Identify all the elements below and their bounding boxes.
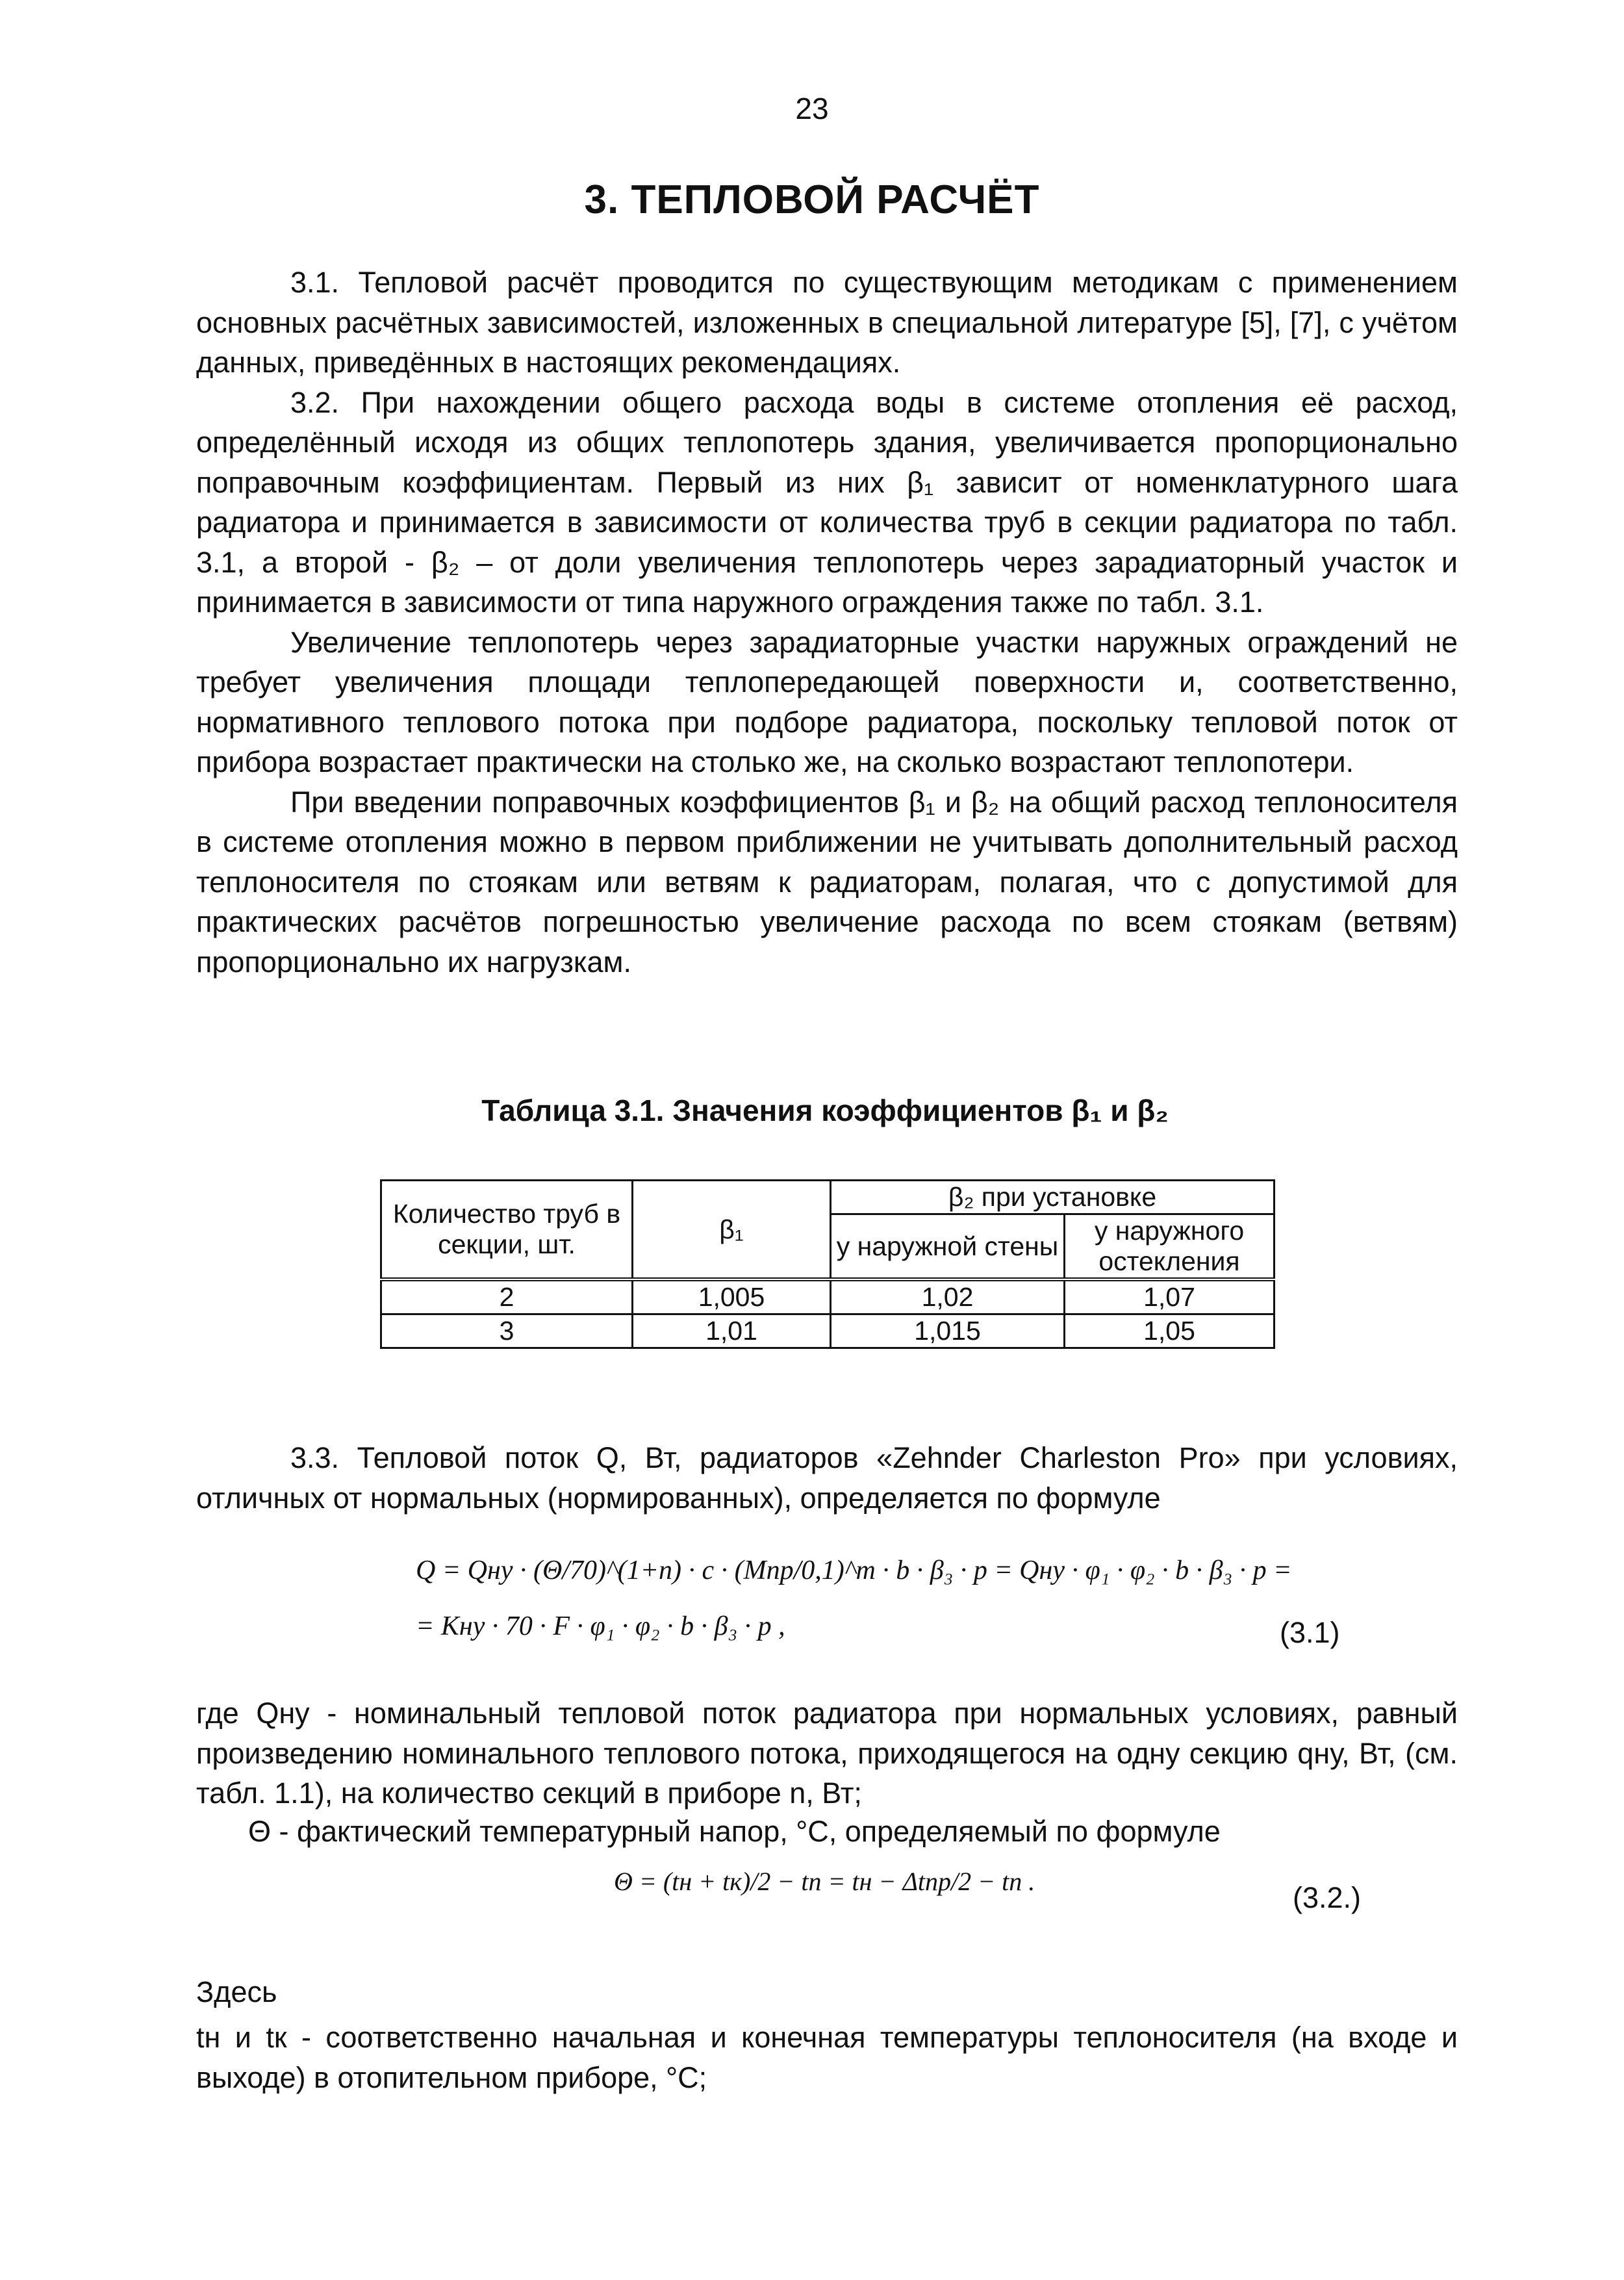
table-cell: 1,005 — [633, 1279, 831, 1314]
equation-number-3-1: (3.1) — [1280, 1616, 1340, 1649]
where-paragraph — [196, 1693, 1458, 1813]
here-label: Здесь — [196, 1975, 277, 2008]
header-tube-count: Количество труб в секции, шт. — [381, 1181, 633, 1280]
formula-3-1-line2: = Kну · 70 · F · φ₁ · φ₂ · b · β₃ · p , — [416, 1611, 785, 1641]
table-cell: 1,07 — [1065, 1279, 1275, 1314]
header-outer-glazing: у наружного остекления — [1065, 1214, 1275, 1280]
coefficient-table — [380, 1179, 1275, 1349]
table-cell: 3 — [381, 1314, 633, 1348]
table-cell: 2 — [381, 1279, 633, 1314]
where-text: где Qну - номинальный тепловой поток радиатора при нормальных условиях, равный произведению номинального теплового потока, приходящегося на одну секцию qну, Вт, (см. табл. 1.1), на количество секций в приборе n, Вт; — [196, 1697, 1458, 1810]
theta-definition: Θ - фактический температурный напор, °С, определяемый по формуле — [248, 1815, 1221, 1848]
table-row — [381, 1314, 1275, 1348]
header-beta2-group: β₂ при установке — [831, 1181, 1275, 1214]
section-3-3-intro — [196, 1438, 1458, 1518]
paragraph-3-3: 3.3. Тепловой поток Q, Вт, радиаторов «Zehnder Charleston Pro» при условиях, отличных от нормальных (нормированных), определяется по формуле — [196, 1441, 1458, 1515]
paragraph-3-1: 3.1. Тепловой расчёт проводится по существующим методикам с применением основных расчётных зависимостей, изложенных в специальной литературе [5], [7], с учётом данных, приведённых в настоящих рекомендациях. — [196, 266, 1458, 379]
page-number: 23 — [795, 92, 829, 125]
header-outer-wall: у наружной стены — [831, 1214, 1065, 1280]
temperature-text: tн и tк - соответственно начальная и конечная температуры теплоносителя (на входе и выходе) в отопительном приборе, °С; — [196, 2021, 1458, 2094]
temperature-definition — [196, 2017, 1458, 2097]
formula-3-1-line1: Q = Qну · (Θ/70)^(1+n) · c · (Mпр/0,1)^m · b · β₃ · p = Qну · φ₁ · φ₂ · b · β₃ · p = — [416, 1556, 1292, 1585]
table-cell: 1,015 — [831, 1314, 1065, 1348]
table-row — [381, 1279, 1275, 1314]
header-beta1: β₁ — [633, 1181, 831, 1280]
table-cell: 1,01 — [633, 1314, 831, 1348]
table-caption: Таблица 3.1. Значения коэффициентов β₁ и β₂ — [481, 1094, 1169, 1127]
paragraph-increase: Увеличение теплопотерь через зарадиаторные участки наружных ограждений не требует увеличения площади теплопередающей поверхности и, соответственно, нормативного теплового потока при подборе радиатора, поскольку тепловой поток от прибора возрастает практически на столько же, на сколько возрастают теплопотери. — [196, 625, 1458, 778]
body-text — [196, 263, 1458, 982]
table-cell: 1,02 — [831, 1279, 1065, 1314]
paragraph-coefficients: При введении поправочных коэффициентов β₁ и β₂ на общий расход теплоносителя в системе отопления можно в первом приближении не учитывать дополнительный расход теплоносителя по стоякам или ветвям к радиаторам, полагая, что с допустимой для практических расчётов погрешностью увеличение расхода по всем стоякам (ветвям) пропорционально их нагрузкам. — [196, 785, 1458, 979]
page-title: 3. ТЕПЛОВОЙ РАСЧЁТ — [584, 177, 1040, 222]
table-cell: 1,05 — [1065, 1314, 1275, 1348]
equation-number-3-2: (3.2.) — [1293, 1881, 1362, 1914]
paragraph-3-2: 3.2. При нахождении общего расхода воды в системе отопления её расход, определённый исходя из общих теплопотерь здания, увеличивается пропорционально поправочным коэффициентам. Первый из них β₁ зависит от номенклатурного шага радиатора и принимается в зависимости от количества труб в секции радиатора по табл. 3.1, а второй - β₂ – от доли увеличения теплопотерь через зарадиаторный участок и принимается в зависимости от типа наружного ограждения также по табл. 3.1. — [196, 385, 1458, 619]
formula-3-2: Θ = (tн + tк)/2 − tп = tн − Δtпр/2 − tп . — [614, 1867, 1035, 1896]
